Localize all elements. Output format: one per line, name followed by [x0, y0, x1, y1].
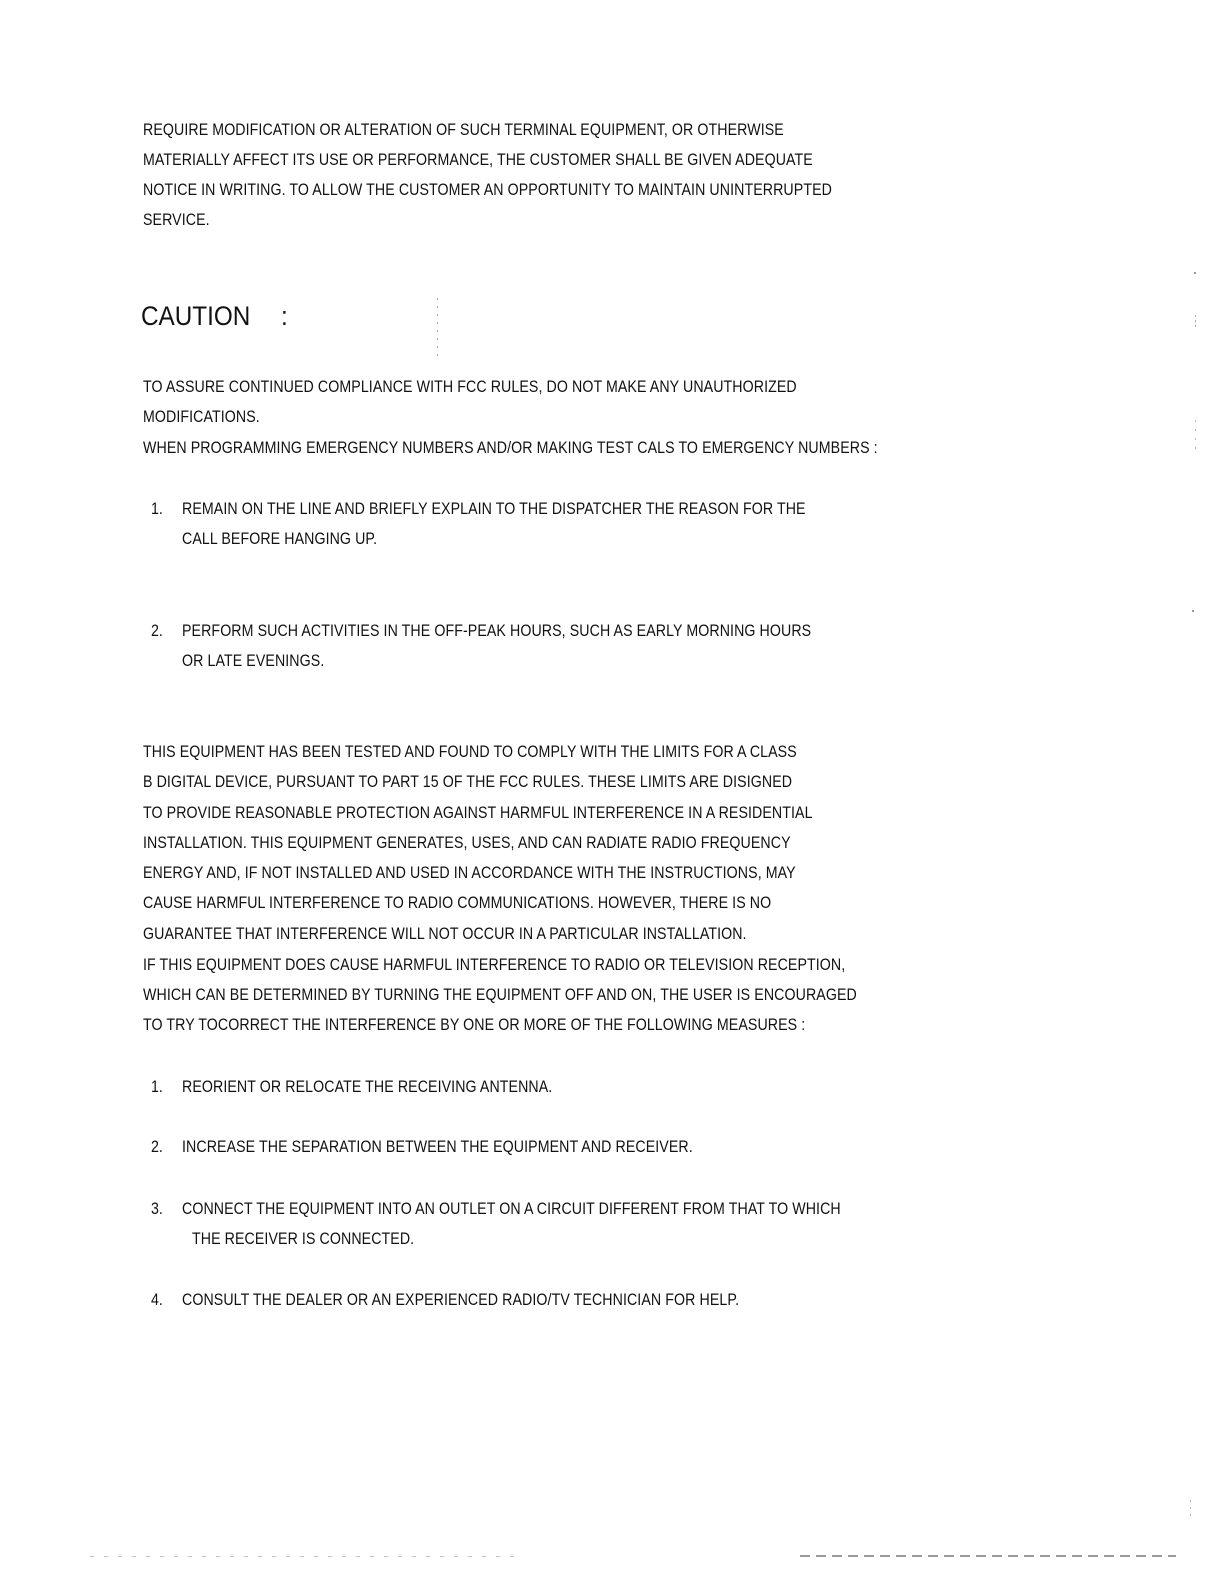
caution-line: TO ASSURE CONTINUED COMPLIANCE WITH FCC RULES, DO NOT MAKE ANY UNAUTHORIZED	[143, 378, 797, 396]
scan-speck	[1195, 420, 1196, 456]
caution-heading-text: CAUTION	[141, 301, 251, 331]
scan-speck	[800, 1555, 1176, 1557]
scan-speck	[1192, 610, 1194, 612]
scan-speck	[1195, 315, 1196, 329]
fcc-line: CAUSE HARMFUL INTERFERENCE TO RADIO COMMUNICATIONS. HOWEVER, THERE IS NO	[143, 894, 772, 912]
fcc-line: INSTALLATION. THIS EQUIPMENT GENERATES, USES, AND CAN RADIATE RADIO FREQUENCY	[143, 834, 791, 852]
caution-heading-colon: :	[280, 301, 288, 331]
fcc-line: TO PROVIDE REASONABLE PROTECTION AGAINST HARMFUL INTERFERENCE IN A RESIDENTIAL	[143, 804, 813, 822]
fcc-line: IF THIS EQUIPMENT DOES CAUSE HARMFUL INTERFERENCE TO RADIO OR TELEVISION RECEPTION,	[143, 956, 846, 974]
list-item-line: REORIENT OR RELOCATE THE RECEIVING ANTENNA.	[182, 1078, 553, 1096]
list-item-number: 2.	[151, 622, 163, 640]
list-item-number: 4.	[151, 1291, 163, 1309]
list-item-number: 1.	[151, 500, 163, 518]
scan-speck	[437, 298, 438, 360]
list-item-line: CONNECT THE EQUIPMENT INTO AN OUTLET ON A CIRCUIT DIFFERENT FROM THAT TO WHICH	[182, 1200, 841, 1218]
fcc-line: ENERGY AND, IF NOT INSTALLED AND USED IN ACCORDANCE WITH THE INSTRUCTIONS, MAY	[143, 864, 796, 882]
fcc-line: WHICH CAN BE DETERMINED BY TURNING THE EQUIPMENT OFF AND ON, THE USER IS ENCOURAGED	[143, 986, 857, 1004]
intro-line: REQUIRE MODIFICATION OR ALTERATION OF SUCH TERMINAL EQUIPMENT, OR OTHERWISE	[143, 121, 784, 139]
scan-speck	[1190, 1500, 1191, 1520]
scan-speck	[1194, 272, 1196, 274]
caution-line: MODIFICATIONS.	[143, 408, 260, 426]
caution-line: WHEN PROGRAMMING EMERGENCY NUMBERS AND/OR MAKING TEST CALS TO EMERGENCY NUMBERS :	[143, 439, 878, 457]
list-item-line: CALL BEFORE HANGING UP.	[182, 530, 378, 548]
intro-line: MATERIALLY AFFECT ITS USE OR PERFORMANCE, THE CUSTOMER SHALL BE GIVEN ADEQUATE	[143, 151, 813, 169]
fcc-line: TO TRY TOCORRECT THE INTERFERENCE BY ONE OR MORE OF THE FOLLOWING MEASURES :	[143, 1016, 806, 1034]
fcc-line: GUARANTEE THAT INTERFERENCE WILL NOT OCCUR IN A PARTICULAR INSTALLATION.	[143, 925, 747, 943]
list-item-line: PERFORM SUCH ACTIVITIES IN THE OFF-PEAK HOURS, SUCH AS EARLY MORNING HOURS	[182, 622, 812, 640]
list-item-line: CONSULT THE DEALER OR AN EXPERIENCED RADIO/TV TECHNICIAN FOR HELP.	[182, 1291, 740, 1309]
list-item-line: REMAIN ON THE LINE AND BRIEFLY EXPLAIN TO THE DISPATCHER THE REASON FOR THE	[182, 500, 806, 518]
list-item-number: 3.	[151, 1200, 163, 1218]
list-item-number: 2.	[151, 1138, 163, 1156]
list-item-line: INCREASE THE SEPARATION BETWEEN THE EQUIPMENT AND RECEIVER.	[182, 1138, 693, 1156]
fcc-line: THIS EQUIPMENT HAS BEEN TESTED AND FOUND TO COMPLY WITH THE LIMITS FOR A CLASS	[143, 743, 797, 761]
list-item-line: THE RECEIVER IS CONNECTED.	[192, 1230, 415, 1248]
fcc-line: B DIGITAL DEVICE, PURSUANT TO PART 15 OF THE FCC RULES. THESE LIMITS ARE DISIGNED	[143, 773, 793, 791]
caution-heading	[141, 300, 288, 332]
intro-line: NOTICE IN WRITING. TO ALLOW THE CUSTOMER AN OPPORTUNITY TO MAINTAIN UNINTERRUPTED	[143, 181, 832, 199]
list-item-line: OR LATE EVENINGS.	[182, 652, 325, 670]
scan-speck	[90, 1556, 520, 1557]
list-item-number: 1.	[151, 1078, 163, 1096]
intro-line: SERVICE.	[143, 211, 210, 229]
